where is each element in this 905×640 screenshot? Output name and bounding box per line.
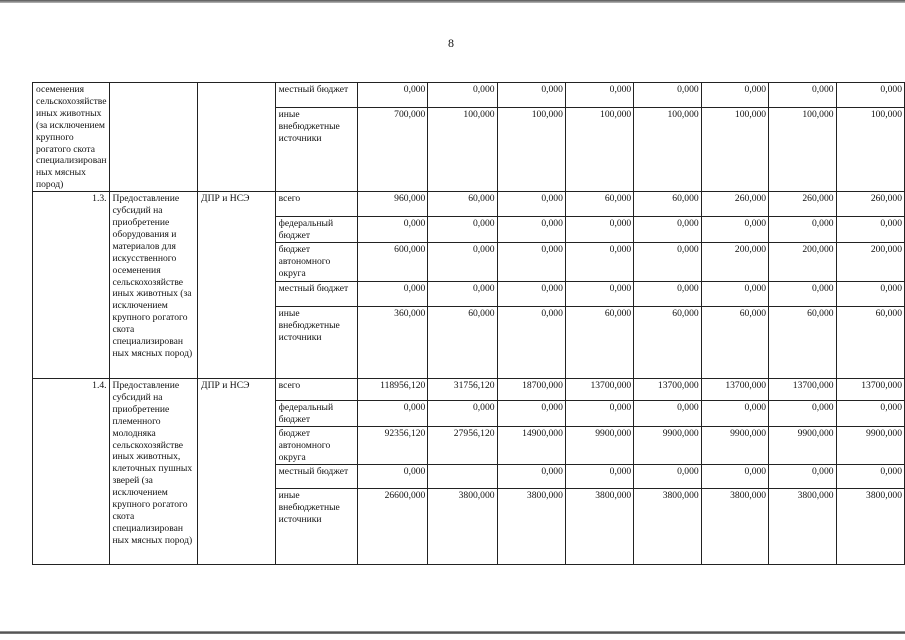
funding-source-cell: федеральный бюджет <box>275 217 357 243</box>
amount-cell: 0,000 <box>769 83 836 108</box>
amount-cell: 200,000 <box>836 242 904 281</box>
amount-cell: 0,000 <box>357 281 428 306</box>
item-number-cell: 1.3. <box>33 192 110 379</box>
amount-cell: 0,000 <box>701 400 768 426</box>
amount-cell: 0,000 <box>565 464 633 488</box>
page-number: 8 <box>448 36 454 50</box>
amount-cell: 0,000 <box>428 83 497 108</box>
amount-cell: 13700,000 <box>836 378 904 400</box>
funding-source-cell: бюджет автономного округа <box>275 426 357 464</box>
amount-cell: 100,000 <box>565 108 633 192</box>
amount-cell: 0,000 <box>497 242 565 281</box>
amount-cell: 92356,120 <box>357 426 428 464</box>
amount-cell: 0,000 <box>428 217 497 243</box>
amount-cell: 0,000 <box>769 464 836 488</box>
amount-cell: 0,000 <box>428 400 497 426</box>
amount-cell: 600,000 <box>357 242 428 281</box>
amount-cell: 0,000 <box>497 83 565 108</box>
amount-cell: 9900,000 <box>836 426 904 464</box>
amount-cell: 3800,000 <box>634 488 701 564</box>
amount-cell: 0,000 <box>497 192 565 217</box>
funding-source-cell: бюджет автономного округа <box>275 242 357 281</box>
funding-source-cell: иные внебюджетные источники <box>275 108 357 192</box>
amount-cell: 0,000 <box>701 464 768 488</box>
amount-cell: 18700,000 <box>497 378 565 400</box>
scan-edge-top <box>0 0 905 3</box>
amount-cell: 0,000 <box>634 464 701 488</box>
amount-cell: 13700,000 <box>565 378 633 400</box>
amount-cell: 960,000 <box>357 192 428 217</box>
amount-cell: 0,000 <box>565 400 633 426</box>
amount-cell: 3800,000 <box>565 488 633 564</box>
table-row <box>33 192 905 217</box>
amount-cell: 0,000 <box>836 464 904 488</box>
amount-cell: 0,000 <box>701 83 768 108</box>
amount-cell: 100,000 <box>769 108 836 192</box>
amount-cell: 118956,120 <box>357 378 428 400</box>
amount-cell: 27956,120 <box>428 426 497 464</box>
table-row <box>33 378 905 400</box>
amount-cell: 60,000 <box>769 306 836 378</box>
amount-cell: 0,000 <box>497 400 565 426</box>
funding-source-cell: местный бюджет <box>275 464 357 488</box>
amount-cell: 0,000 <box>634 242 701 281</box>
amount-cell: 0,000 <box>357 400 428 426</box>
funding-source-cell: местный бюджет <box>275 281 357 306</box>
amount-cell: 0,000 <box>701 217 768 243</box>
amount-cell: 13700,000 <box>701 378 768 400</box>
funding-source-cell: иные внебюджетные источники <box>275 306 357 378</box>
amount-cell: 0,000 <box>357 464 428 488</box>
amount-cell: 0,000 <box>769 400 836 426</box>
amount-cell: 60,000 <box>428 306 497 378</box>
amount-cell: 3800,000 <box>769 488 836 564</box>
amount-cell: 0,000 <box>565 281 633 306</box>
item-number-cell: 1.4. <box>33 378 110 564</box>
amount-cell: 260,000 <box>836 192 904 217</box>
amount-cell: 0,000 <box>701 281 768 306</box>
amount-cell: 60,000 <box>634 306 701 378</box>
amount-cell: 31756,120 <box>428 378 497 400</box>
amount-cell <box>428 464 497 488</box>
amount-cell: 0,000 <box>836 83 904 108</box>
amount-cell: 0,000 <box>769 217 836 243</box>
amount-cell: 200,000 <box>769 242 836 281</box>
amount-cell: 0,000 <box>769 281 836 306</box>
amount-cell: 9900,000 <box>701 426 768 464</box>
amount-cell: 0,000 <box>836 400 904 426</box>
amount-cell: 60,000 <box>428 192 497 217</box>
amount-cell: 0,000 <box>497 306 565 378</box>
amount-cell: 100,000 <box>428 108 497 192</box>
amount-cell: 100,000 <box>634 108 701 192</box>
responsible-cell: ДПР и НСЭ <box>198 378 276 564</box>
amount-cell: 14900,000 <box>497 426 565 464</box>
amount-cell: 360,000 <box>357 306 428 378</box>
amount-cell: 0,000 <box>836 281 904 306</box>
measure-description-cell: Предоставление субсидий на приобретение оборудования и материалов для искусственного осеменения сельскохозяйстве иных животных (за исключением крупного рогатого скота специализирован ных мясных пород) <box>109 192 198 379</box>
amount-cell: 60,000 <box>836 306 904 378</box>
amount-cell: 100,000 <box>836 108 904 192</box>
amount-cell: 0,000 <box>836 217 904 243</box>
table-row <box>33 83 905 108</box>
responsible-cell: ДПР и НСЭ <box>198 192 276 379</box>
amount-cell: 3800,000 <box>836 488 904 564</box>
amount-cell: 26600,000 <box>357 488 428 564</box>
amount-cell: 0,000 <box>634 281 701 306</box>
funding-source-cell: федеральный бюджет <box>275 400 357 426</box>
funding-source-cell: всего <box>275 192 357 217</box>
amount-cell: 100,000 <box>497 108 565 192</box>
amount-cell: 3800,000 <box>701 488 768 564</box>
amount-cell: 0,000 <box>428 242 497 281</box>
amount-cell: 60,000 <box>634 192 701 217</box>
amount-cell: 0,000 <box>497 464 565 488</box>
scan-edge-bottom <box>0 631 905 634</box>
amount-cell: 260,000 <box>769 192 836 217</box>
amount-cell: 0,000 <box>357 217 428 243</box>
amount-cell: 3800,000 <box>497 488 565 564</box>
amount-cell: 13700,000 <box>769 378 836 400</box>
amount-cell: 9900,000 <box>634 426 701 464</box>
amount-cell: 100,000 <box>701 108 768 192</box>
responsible-cell <box>198 83 276 192</box>
measure-description-cell: Предоставление субсидий на приобретение племенного молодняка сельскохозяйстве иных животных, клеточных пушных зверей (за исключением крупного рогатого скота специализирован ных мясных пород) <box>109 378 198 564</box>
amount-cell: 60,000 <box>565 306 633 378</box>
amount-cell: 0,000 <box>497 281 565 306</box>
amount-cell: 0,000 <box>634 217 701 243</box>
amount-cell: 13700,000 <box>634 378 701 400</box>
funding-source-cell: всего <box>275 378 357 400</box>
measure-description-cell <box>109 83 198 192</box>
funding-source-cell: местный бюджет <box>275 83 357 108</box>
amount-cell: 700,000 <box>357 108 428 192</box>
amount-cell: 200,000 <box>701 242 768 281</box>
amount-cell: 0,000 <box>565 242 633 281</box>
amount-cell: 0,000 <box>565 217 633 243</box>
amount-cell: 0,000 <box>565 83 633 108</box>
amount-cell: 9900,000 <box>769 426 836 464</box>
amount-cell: 0,000 <box>634 83 701 108</box>
funding-source-cell: иные внебюджетные источники <box>275 488 357 564</box>
amount-cell: 0,000 <box>497 217 565 243</box>
measure-description-cell: осеменения сельскохозяйстве иных животных (за исключением крупного рогатого скота специализирован ных мясных пород) <box>33 83 110 192</box>
amount-cell: 0,000 <box>428 281 497 306</box>
amount-cell: 9900,000 <box>565 426 633 464</box>
amount-cell: 0,000 <box>634 400 701 426</box>
budget-table <box>32 82 905 565</box>
amount-cell: 0,000 <box>357 83 428 108</box>
amount-cell: 60,000 <box>701 306 768 378</box>
amount-cell: 60,000 <box>565 192 633 217</box>
amount-cell: 3800,000 <box>428 488 497 564</box>
amount-cell: 260,000 <box>701 192 768 217</box>
